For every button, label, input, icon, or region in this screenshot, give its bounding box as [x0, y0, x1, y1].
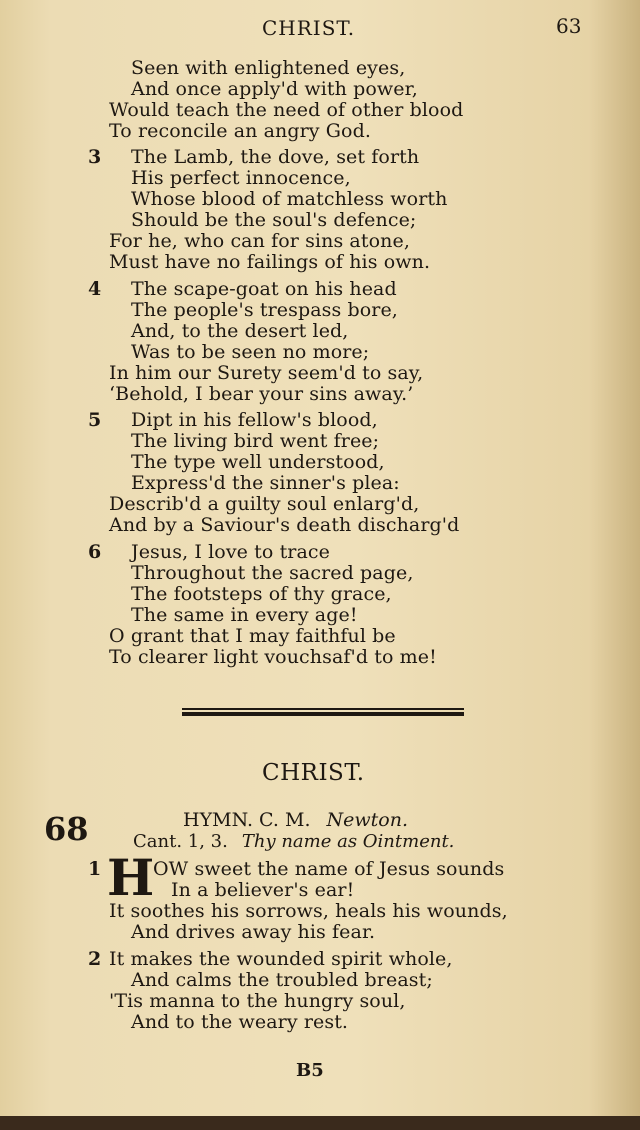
poem-line: The same in every age!: [131, 604, 358, 626]
section-title: CHRIST.: [262, 760, 365, 786]
verse-number: 4: [88, 278, 102, 300]
verse-number: 1: [88, 858, 102, 880]
running-header-title: CHRIST.: [262, 16, 356, 40]
poem-line: OW sweet the name of Jesus sounds: [153, 858, 505, 880]
divider-rule-top: [182, 708, 464, 710]
page-number: 63: [556, 14, 582, 38]
hymn-meter: HYMN. C. M.: [183, 809, 311, 831]
poem-line: To clearer light vouchsaf'd to me!: [109, 646, 437, 668]
poem-line: The footsteps of thy grace,: [131, 583, 392, 605]
poem-line: In a believer's ear!: [171, 879, 355, 901]
poem-line: The Lamb, the dove, set forth: [131, 146, 420, 168]
poem-line: And once apply'd with power,: [131, 78, 418, 100]
hymn-scripture: [133, 831, 454, 852]
poem-line: And to the weary rest.: [131, 1011, 349, 1033]
poem-line: And drives away his fear.: [131, 921, 376, 943]
poem-line: Whose blood of matchless worth: [131, 188, 448, 210]
poem-line: It makes the wounded spirit whole,: [109, 948, 453, 970]
poem-line: Seen with enlightened eyes,: [131, 57, 406, 79]
poem-line: And calms the troubled breast;: [131, 969, 433, 991]
poem-line: The scape-goat on his head: [131, 278, 397, 300]
hymn-author: Newton.: [326, 809, 408, 831]
drop-cap: H: [107, 848, 155, 907]
poem-line: ‘Behold, I bear your sins away.’: [109, 383, 414, 405]
verse-number: 2: [88, 948, 102, 970]
poem-line: For he, who can for sins atone,: [109, 230, 410, 252]
poem-line: His perfect innocence,: [131, 167, 351, 189]
poem-line: The type well understood,: [131, 451, 385, 473]
poem-line: The people's trespass bore,: [131, 299, 398, 321]
poem-line: Was to be seen no more;: [131, 341, 370, 363]
poem-line: Should be the soul's defence;: [131, 209, 417, 231]
poem-line: Dipt in his fellow's blood,: [131, 409, 378, 431]
poem-line: In him our Surety seem'd to say,: [109, 362, 424, 384]
poem-line: Jesus, I love to trace: [131, 541, 331, 563]
page-edge: [0, 1116, 640, 1130]
verse-number: 6: [88, 541, 102, 563]
signature-mark: B5: [296, 1060, 324, 1081]
poem-line: It soothes his sorrows, heals his wounds,: [109, 900, 508, 922]
verse-number: 5: [88, 409, 102, 431]
poem-line: The living bird went free;: [131, 430, 380, 452]
hymn-theme: Thy name as Ointment.: [241, 831, 455, 852]
poem-line: And, to the desert led,: [131, 320, 349, 342]
poem-line: Describ'd a guilty soul enlarg'd,: [109, 493, 420, 515]
poem-line: To reconcile an angry God.: [109, 120, 372, 142]
verse-number: 3: [88, 146, 102, 168]
poem-line: Would teach the need of other blood: [109, 99, 464, 121]
poem-line: And by a Saviour's death discharg'd: [109, 514, 460, 536]
poem-line: Must have no failings of his own.: [109, 251, 431, 273]
hymn-number: 68: [44, 810, 89, 848]
hymn-meta: [183, 809, 408, 831]
divider-rule-bottom: [182, 712, 464, 716]
poem-line: Throughout the sacred page,: [131, 562, 414, 584]
poem-line: 'Tis manna to the hungry soul,: [109, 990, 406, 1012]
scripture-reference: Cant. 1, 3.: [133, 831, 228, 852]
poem-line: O grant that I may faithful be: [109, 625, 396, 647]
poem-line: Express'd the sinner's plea:: [131, 472, 400, 494]
